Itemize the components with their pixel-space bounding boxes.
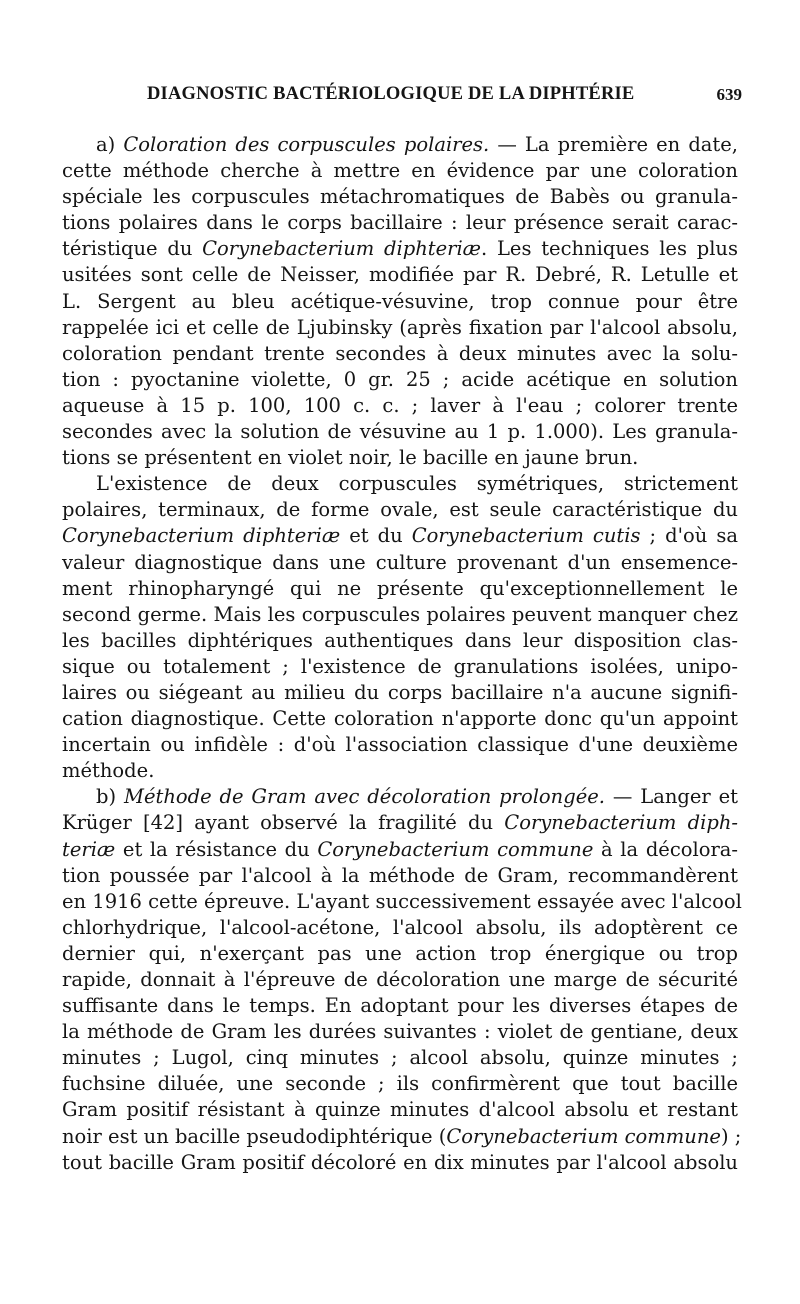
text-line: coloration pendant trente secondes à deux minutes avec la solu- — [62, 341, 738, 365]
running-title: DIAGNOSTIC BACTÉRIOLOGIQUE DE LA DIPHTÉRIE — [147, 84, 635, 104]
text-line: spéciale les corpuscules métachromatiques de Babès ou granula- — [62, 185, 738, 209]
text-line: minutes ; Lugol, cinq minutes ; alcool absolu, quinze minutes ; — [62, 1046, 738, 1070]
text-line: a) Coloration des corpuscules polaires. — La première en date, — [96, 133, 739, 156]
text-line: usitées sont celle de Neisser, modifiée par R. Debré, R. Letulle et — [62, 263, 738, 287]
species-name: Corynebacterium cutis — [411, 524, 641, 548]
section-heading: Méthode de Gram avec décoloration prolongée. — [123, 785, 605, 809]
text-line: les bacilles diphtériques authentiques dans leur disposition clas- — [62, 628, 738, 652]
text-line: méthode. — [62, 759, 155, 783]
text-line: laires ou siégeant au milieu du corps bacillaire n'a aucune signifi- — [62, 680, 738, 704]
text-line: cette méthode cherche à mettre en évidence par une coloration — [62, 159, 738, 183]
text-line: suffisante dans le temps. En adoptant pour les diverses étapes de — [62, 994, 738, 1018]
text-line: aqueuse à 15 p. 100, 100 c. c. ; laver à l'eau ; colorer trente — [62, 393, 738, 417]
paragraph-gram — [62, 784, 742, 1175]
text-line: téristique du Corynebacterium diphteriæ. Les techniques les plus — [62, 237, 738, 261]
text-line: fuchsine diluée, une seconde ; ils confirmèrent que tout bacille — [62, 1072, 738, 1096]
text-line: b) Méthode de Gram avec décoloration prolongée. — Langer et — [96, 785, 738, 809]
section-heading: Coloration des corpuscules polaires. — [123, 133, 490, 156]
text-line: chlorhydrique, l'alcool-acétone, l'alcool absolu, ils adoptèrent ce — [62, 915, 738, 939]
text-line: noir est un bacille pseudodiphtérique (Corynebacterium commune) ; — [62, 1124, 742, 1148]
page-header — [62, 84, 742, 118]
page-number: 639 — [716, 85, 742, 104]
text-line: tions se présentent en violet noir, le bacille en jaune brun. — [62, 446, 639, 470]
text-line: sique ou totalement ; l'existence de granulations isolées, unipo- — [62, 654, 738, 678]
text-line: second germe. Mais les corpuscules polaires peuvent manquer chez — [62, 602, 738, 626]
text-line: rapide, donnait à l'épreuve de décoloration une marge de sécurité — [62, 968, 738, 991]
text-line: tion : pyoctanine violette, 0 gr. 25 ; acide acétique en solution — [62, 367, 738, 391]
text-line: en 1916 cette épreuve. L'ayant successivement essayée avec l'alcool — [62, 889, 742, 913]
text-line: polaires, terminaux, de forme ovale, est seule caractéristique du — [62, 498, 738, 522]
text-line: dernier qui, n'exerçant pas une action trop énergique ou trop — [62, 941, 738, 965]
section-label: a) — [96, 133, 116, 156]
species-name: Corynebacterium commune — [317, 837, 594, 861]
text-line: Krüger [42] ayant observé la fragilité du Corynebacterium diph- — [62, 811, 738, 835]
text-line: rappelée ici et celle de Ljubinsky (après fixation par l'alcool absolu, — [62, 315, 738, 339]
species-name: Corynebacterium commune — [446, 1124, 721, 1148]
page-body — [62, 132, 742, 1176]
species-name: Corynebacterium diphteriæ — [202, 237, 482, 261]
text-line: tion poussée par l'alcool à la méthode de Gram, recommandèrent — [62, 863, 738, 887]
text-line: cation diagnostique. Cette coloration n'apporte donc qu'un appoint — [62, 707, 738, 731]
text-line: L'existence de deux corpuscules symétriques, strictement — [96, 472, 738, 496]
text-line: Corynebacterium diphteriæ et du Corynebacterium cutis ; d'où sa — [62, 524, 738, 548]
text-line: L. Sergent au bleu acétique-vésuvine, trop connue pour être — [62, 289, 738, 313]
text-line: secondes avec la solution de vésuvine au 1 p. 1.000). Les granula- — [62, 420, 738, 444]
paragraph-coloration — [62, 132, 738, 471]
section-label: b) — [96, 785, 117, 809]
text-line: valeur diagnostique dans une culture provenant d'un ensemence- — [62, 550, 738, 574]
species-name: Corynebacterium diph- — [504, 811, 738, 835]
paragraph-existence — [62, 471, 738, 784]
species-name: Corynebacterium diphteriæ — [62, 524, 341, 548]
text-line: Gram positif résistant à quinze minutes d'alcool absolu et restant — [62, 1098, 738, 1122]
text-line: la méthode de Gram les durées suivantes : violet de gentiane, deux — [62, 1020, 738, 1044]
text-line: teriæ et la résistance du Corynebacterium commune à la décolora- — [62, 837, 739, 861]
text-line: tions polaires dans le corps bacillaire : leur présence serait carac- — [62, 211, 738, 235]
text-line: incertain ou infidèle : d'où l'association classique d'une deuxième — [62, 733, 738, 757]
text-line: tout bacille Gram positif décoloré en dix minutes par l'alcool absolu — [62, 1150, 738, 1174]
text-line: ment rhinopharyngé qui ne présente qu'exceptionnellement le — [62, 576, 738, 600]
species-name: teriæ — [62, 837, 116, 861]
